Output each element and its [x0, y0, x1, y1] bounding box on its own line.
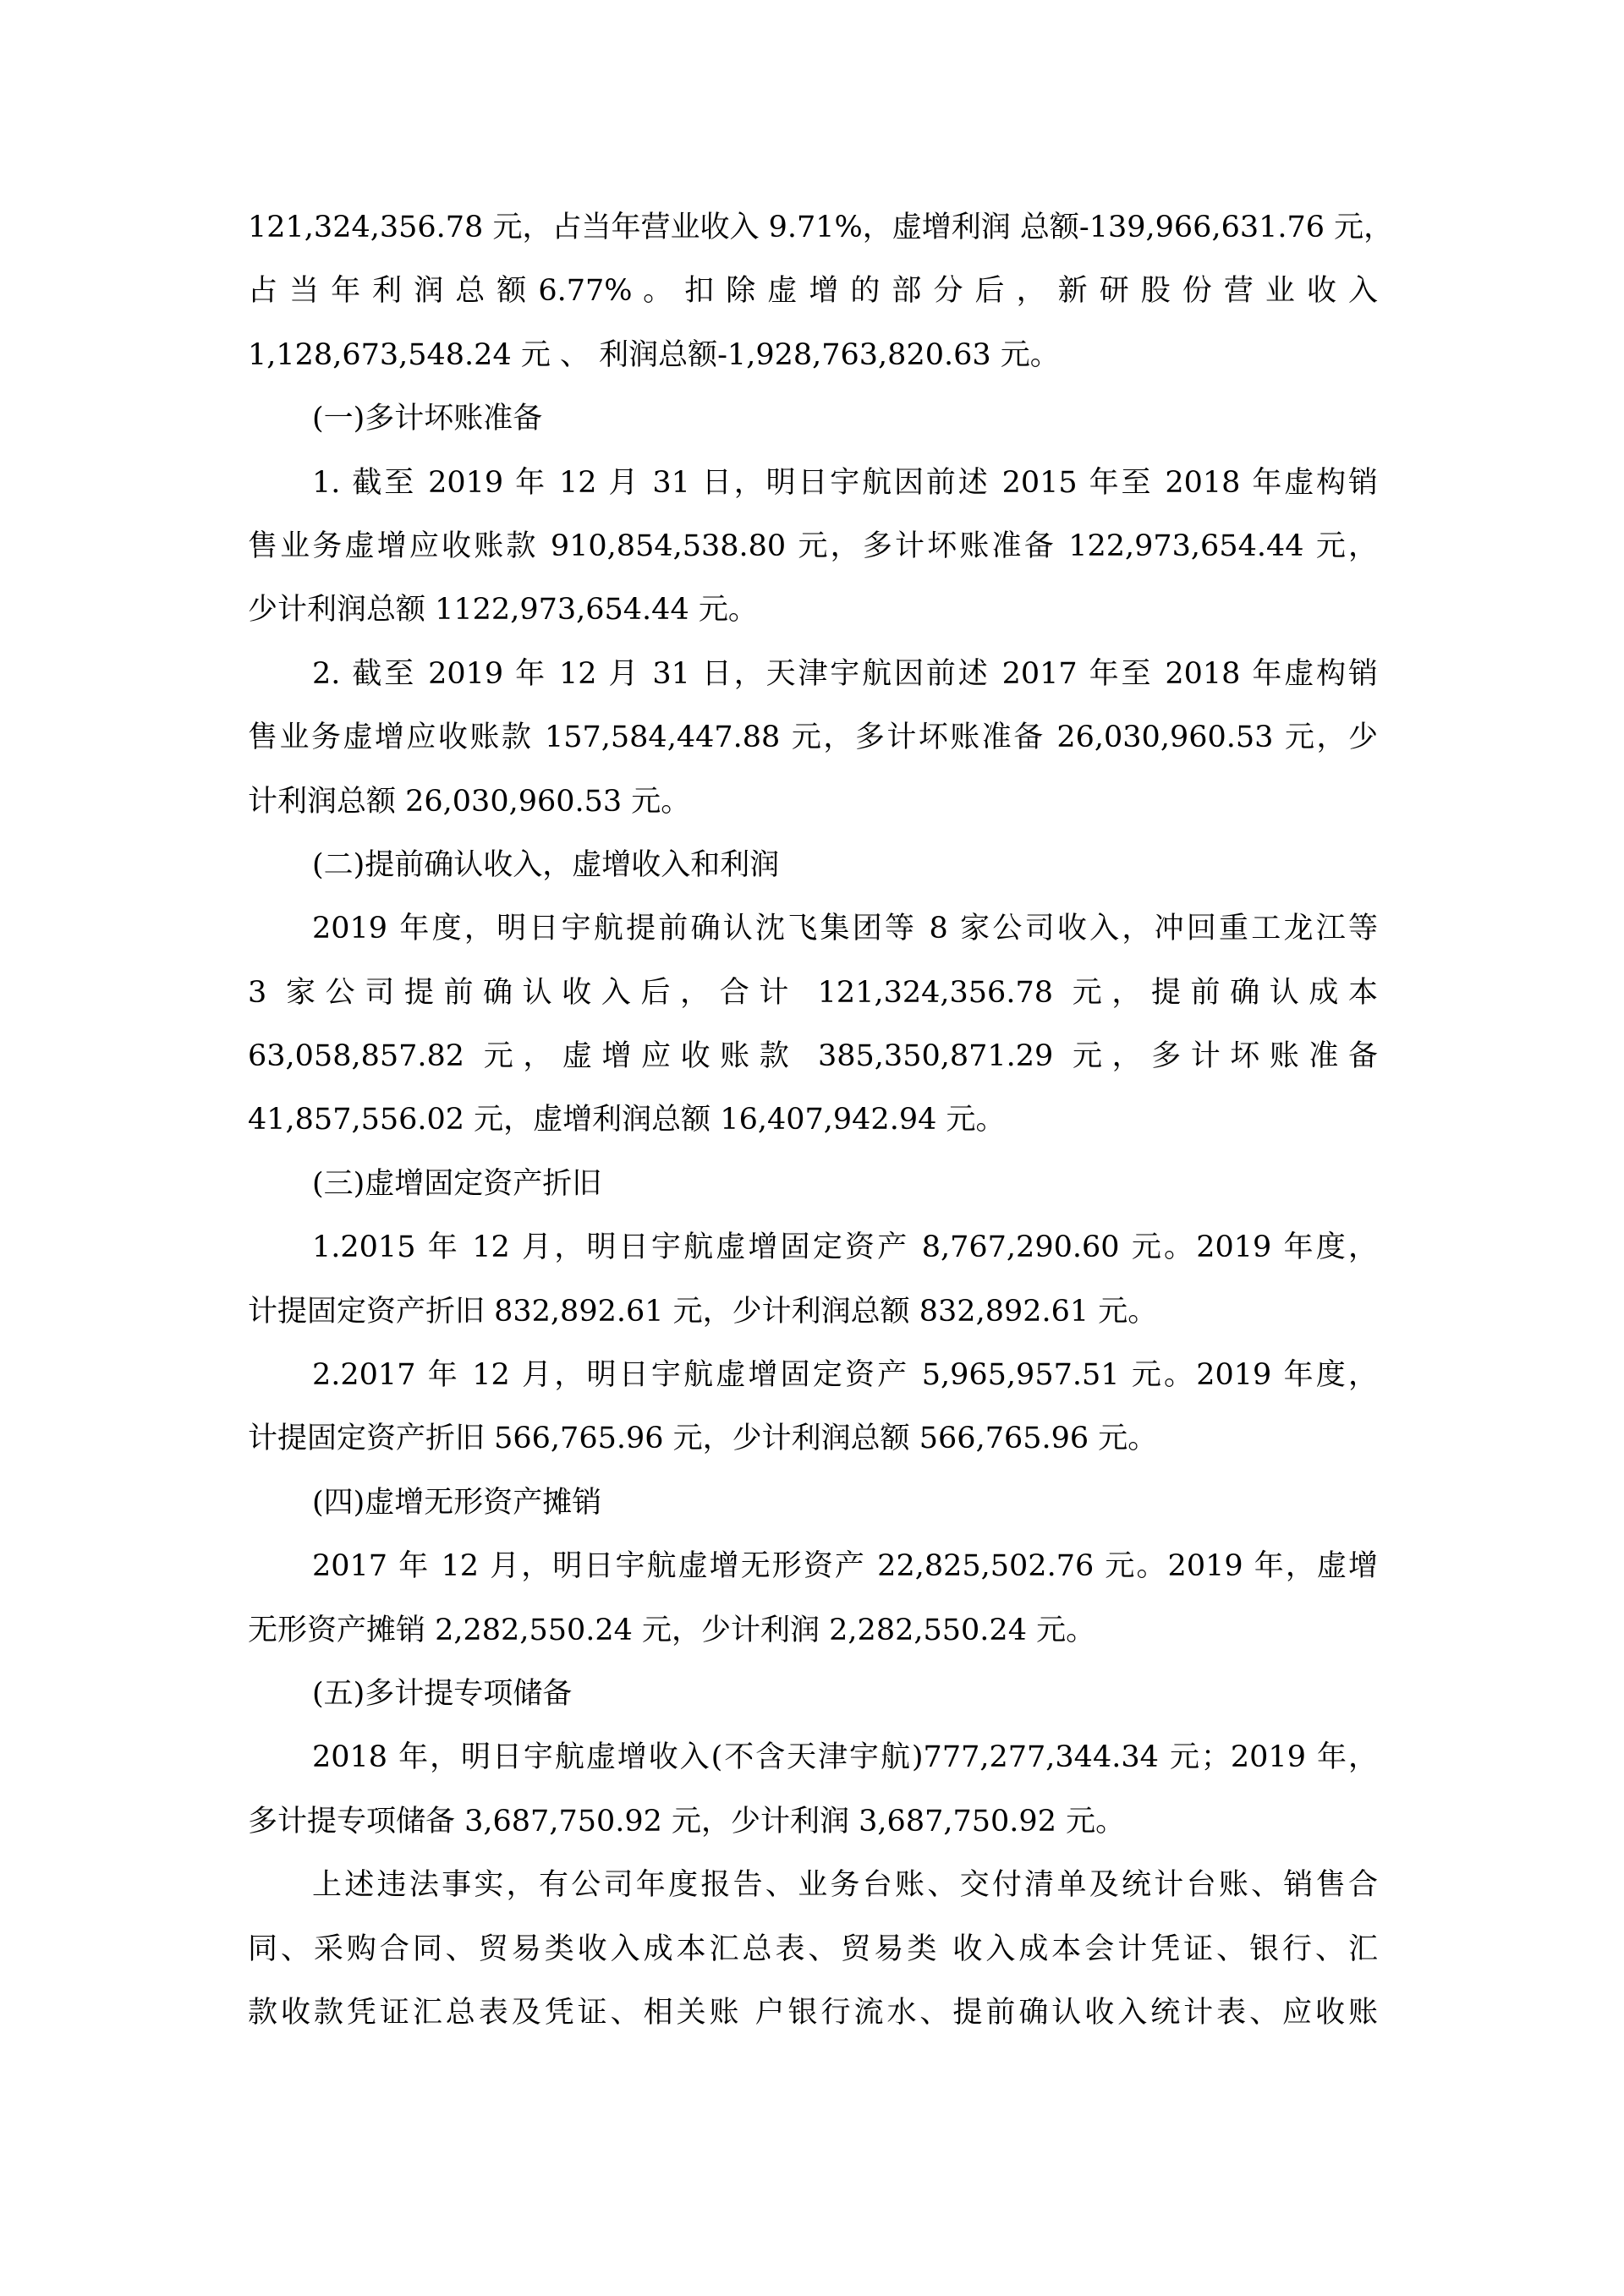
- paragraph-line: 计提固定资产折旧 566,765.96 元，少计利润总额 566,765.96 元。: [248, 1422, 1158, 1456]
- paragraph-line: 多计提专项储备 3,687,750.92 元，少计利润 3,687,750.92 元。: [248, 1804, 1126, 1838]
- paragraph-line: 2017 年 12 月，明日宇航虚增无形资产 22,825,502.76 元。2019 年，虚增: [312, 1549, 1378, 1584]
- section-heading-2: (二)提前确认收入，虚增收入和利润: [312, 847, 780, 882]
- paragraph-line: 售业务虚增应收账款 910,854,538.80 元，多计坏账准备 122,973,654.44 元，: [248, 529, 1378, 563]
- paragraph-line: 2018 年，明日宇航虚增收入(不含天津宇航)777,277,344.34 元；2019 年，: [312, 1740, 1378, 1775]
- section-heading-5: (五)多计提专项储备: [312, 1676, 573, 1711]
- paragraph-line: 计提固定资产折旧 832,892.61 元，少计利润总额 832,892.61 元。: [248, 1294, 1158, 1329]
- paragraph-line: 41,857,556.02 元，虚增利润总额 16,407,942.94 元。: [248, 1103, 1006, 1137]
- paragraph-line: 占 当 年 利 润 总 额 6.77% 。 扣 除 虚 增 的 部 分 后 ， 新 研 股 份 营 业 收 入: [248, 274, 1378, 309]
- paragraph-line: 售业务虚增应收账款 157,584,447.88 元，多计坏账准备 26,030,960.53 元，少: [248, 721, 1378, 755]
- paragraph-line: 2019 年度，明日宇航提前确认沈飞集团等 8 家公司收入，冲回重工龙江等: [312, 912, 1378, 946]
- paragraph-line: 3 家公司提前确认收入后，合计 121,324,356.78 元，提前确认成本: [248, 975, 1378, 1010]
- paragraph-line: 1,128,673,548.24 元 、 利润总额-1,928,763,820.63 元。: [248, 337, 1060, 372]
- section-heading-4: (四)虚增无形资产摊销: [312, 1485, 602, 1520]
- paragraph-line: 1. 截至 2019 年 12 月 31 日，明日宇航因前述 2015 年至 2018 年虚构销: [312, 465, 1378, 500]
- paragraph-line: 2.2017 年 12 月，明日宇航虚增固定资产 5,965,957.51 元。2019 年度，: [312, 1358, 1378, 1393]
- section-heading-1: (一)多计坏账准备: [312, 402, 543, 436]
- paragraph-line: 2. 截至 2019 年 12 月 31 日，天津宇航因前述 2017 年至 2018 年虚构销: [312, 656, 1378, 691]
- paragraph-line: 款收款凭证汇总表及凭证、相关账 户银行流水、提前确认收入统计表、应收账: [248, 1995, 1378, 2030]
- document-body: [248, 196, 1394, 2045]
- paragraph-line: 无形资产摊销 2,282,550.24 元，少计利润 2,282,550.24 元。: [248, 1613, 1096, 1647]
- paragraph-line: 少计利润总额 1122,973,654.44 元。: [248, 593, 758, 627]
- paragraph-line: 计利润总额 26,030,960.53 元。: [248, 784, 691, 819]
- paragraph-line: 63,058,857.82 元，虚增应收账款 385,350,871.29 元，多计坏账准备: [248, 1039, 1378, 1074]
- paragraph-line: 上述违法事实，有公司年度报告、业务台账、交付清单及统计台账、销售合: [312, 1868, 1378, 1903]
- section-heading-3: (三)虚增固定资产折旧: [312, 1166, 602, 1201]
- paragraph-line: 同、采购合同、贸易类收入成本汇总表、贸易类 收入成本会计凭证、银行、汇: [248, 1932, 1378, 1966]
- paragraph-line: 121,324,356.78 元，占当年营业收入 9.71%，虚增利润 总额-139,966,631.76 元，: [248, 211, 1394, 244]
- paragraph-line: 1.2015 年 12 月，明日宇航虚增固定资产 8,767,290.60 元。2019 年度，: [312, 1230, 1378, 1265]
